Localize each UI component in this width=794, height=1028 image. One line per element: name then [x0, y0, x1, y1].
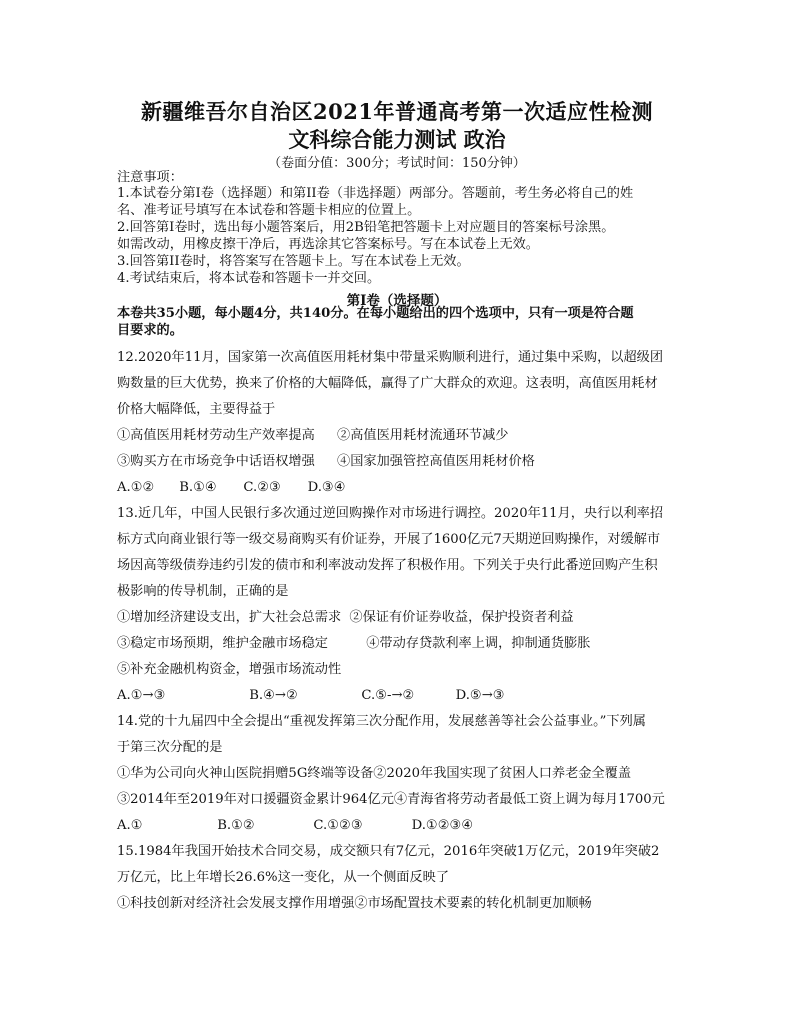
question-15-stem: 万亿元，比上年增长26.6%这一变化，从一个侧面反映了	[117, 870, 450, 885]
question-13-statements	[117, 608, 574, 628]
option-c[interactable]: C.⑤-→②	[361, 688, 415, 703]
question-13-stem: 极影响的传导机制，正确的是	[117, 584, 289, 599]
question-12-stem: 购数量的巨大优势，换来了价格的大幅降低，赢得了广大群众的欢迎。这表明，高值医用耗材	[117, 376, 658, 391]
option-d[interactable]: D.⑤→③	[455, 688, 505, 703]
question-13-stem: 13.近几年，中国人民银行多次通过逆回购操作对市场进行调控。2020年11月，央行以利率招	[117, 506, 664, 521]
exam-meta: （卷面分值：300分；考试时间：150分钟）	[268, 156, 526, 171]
question-12-stem: 12.2020年11月，国家第一次高值医用耗材集中带量采购顺利进行，通过集中采购，以超级团	[117, 350, 664, 365]
exam-subtitle: 文科综合能力测试 政治	[288, 127, 506, 152]
question-15-statements: ①科技创新对经济社会发展支撑作用增强②市场配置技术要素的转化机制更加顺畅	[117, 896, 592, 911]
statement: ①高值医用耗材劳动生产效率提高	[117, 428, 315, 443]
note-line: 1.本试卷分第I卷（选择题）和第II卷（非选择题）两部分。答题前，考生务必将自己的姓	[117, 186, 634, 201]
question-13-options	[117, 686, 505, 706]
option-b[interactable]: B.④→②	[249, 688, 298, 703]
option-d[interactable]: D.①②③④	[411, 818, 474, 833]
statement: ④国家加强管控高值医用耗材价格	[337, 454, 535, 469]
question-14-options	[117, 816, 473, 836]
question-12-stem: 价格大幅降低，主要得益于	[117, 402, 276, 417]
statement: ②高值医用耗材流通环节减少	[337, 428, 509, 443]
notes-heading: 注意事项：	[117, 170, 183, 185]
option-b[interactable]: B.①②	[217, 818, 255, 833]
statement: ③稳定市场预期，维护金融市场稳定	[117, 636, 328, 651]
statement: ②保证有价证券收益，保护投资者利益	[349, 610, 574, 625]
question-14-stem: 14.党的十九届四中全会提出“重视发挥第三次分配作用，发展慈善等社会公益事业。”下列属	[117, 714, 646, 729]
option-b[interactable]: B.①④	[179, 480, 217, 495]
question-12-statements	[117, 452, 535, 472]
question-12-statements	[117, 426, 508, 446]
option-d[interactable]: D.③④	[307, 480, 346, 495]
statement: ③购买方在市场竞争中话语权增强	[117, 454, 315, 469]
section-title: 第I卷（选择题）	[346, 293, 448, 309]
statement: ④带动存贷款利率上调，抑制通货膨胀	[366, 636, 591, 651]
note-line: 如需改动，用橡皮擦干净后，再选涂其它答案标号。写在本试卷上无效。	[117, 237, 539, 252]
exam-title: 新疆维吾尔自治区2021年普通高考第一次适应性检测	[141, 99, 653, 124]
statement: ⑤补充金融机构资金，增强市场流动性	[117, 662, 342, 677]
section-instruction: 本卷共35小题，每小题4分，共140分。在每小题给出的四个选项中，只有一项是符合题	[117, 306, 634, 321]
option-a[interactable]: A.①→③	[117, 688, 166, 703]
note-line: 2.回答第I卷时，选出每小题答案后，用2B铅笔把答题卡上对应题目的答案标号涂黑。	[117, 220, 615, 235]
question-12-options	[117, 478, 346, 498]
option-c[interactable]: C.①②③	[313, 818, 363, 833]
option-a[interactable]: A.①	[117, 818, 143, 833]
question-15-stem: 15.1984年我国开始技术合同交易，成交额只有7亿元，2016年突破1万亿元，2019年突破2	[117, 844, 660, 859]
note-line: 4.考试结束后，将本试卷和答题卡一并交回。	[117, 271, 381, 286]
statement: ①增加经济建设支出，扩大社会总需求	[117, 610, 342, 625]
section-instruction: 目要求的。	[117, 323, 183, 338]
question-14-stem: 于第三次分配的是	[117, 740, 223, 755]
question-13-statements	[117, 634, 590, 654]
question-13-stem: 场因高等级债券违约引发的债市和利率波动发挥了积极作用。下列关于央行此番逆回购产生积	[117, 558, 658, 573]
option-c[interactable]: C.②③	[243, 480, 281, 495]
question-13-statements	[117, 660, 341, 680]
question-13-stem: 标方式向商业银行等一级交易商购买有价证券，开展了1600亿元7天期逆回购操作，对缓解市	[117, 532, 661, 547]
question-14-statements: ①华为公司向火神山医院捐赠5G终端等设备②2020年我国实现了贫困人口养老金全覆盖	[117, 766, 632, 781]
note-line: 3.回答第II卷时，将答案写在答题卡上。写在本试卷上无效。	[117, 254, 470, 269]
note-line: 名、准考证号填写在本试卷和答题卡相应的位置上。	[117, 203, 421, 218]
option-a[interactable]: A.①②	[117, 480, 155, 495]
question-14-statements: ③2014年至2019年对口援疆资金累计964亿元④青海省将劳动者最低工资上调为每月1700元	[117, 792, 665, 807]
